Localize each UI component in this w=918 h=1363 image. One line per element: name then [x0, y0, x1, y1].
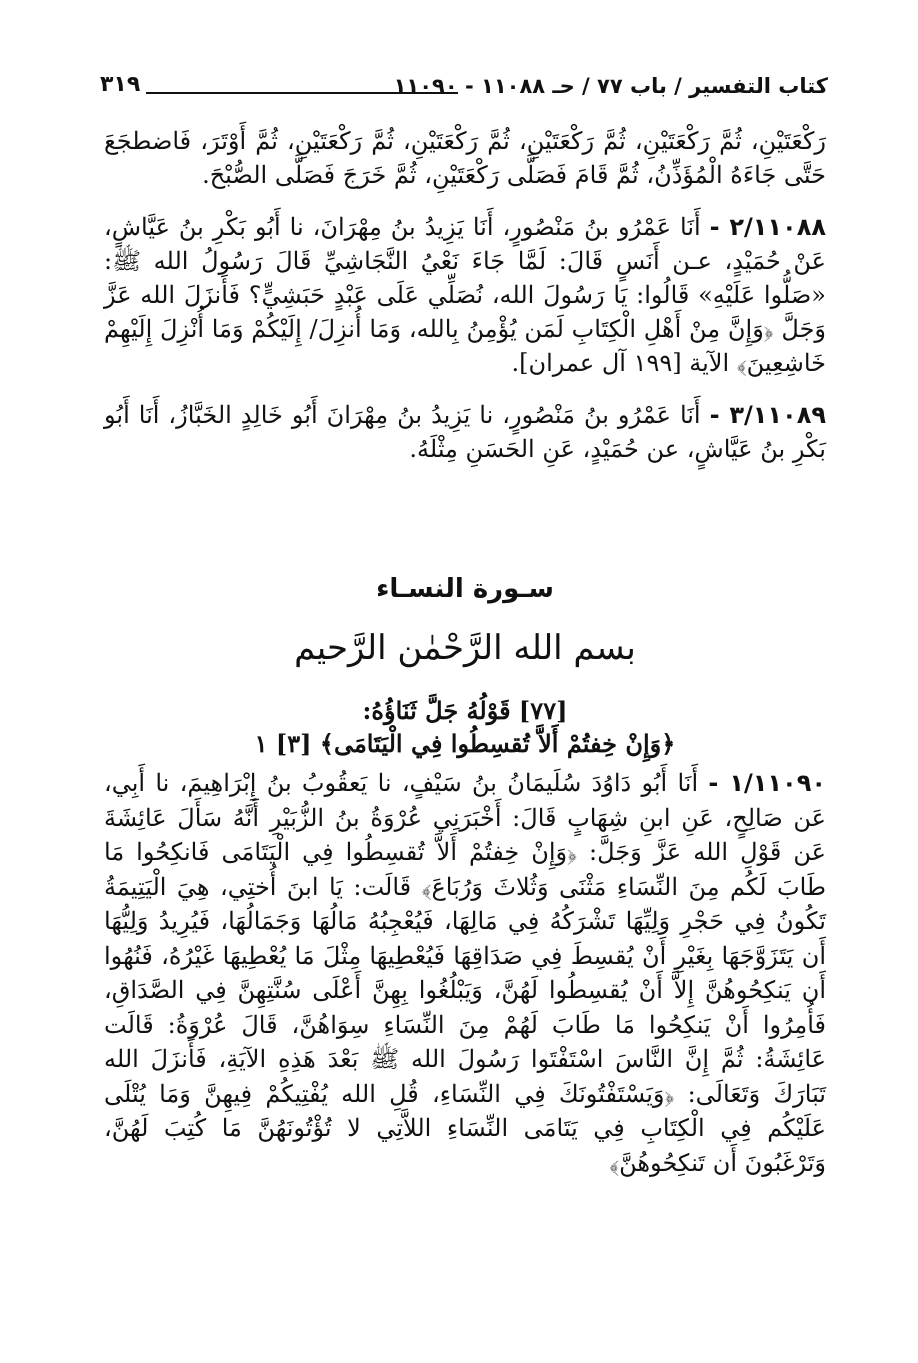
running-title: كتاب التفسير / باب ٧٧ / حـ ١١٠٨٨ - ١١٠٩٠ — [393, 74, 828, 98]
hadith-11090 — [104, 766, 826, 1180]
hadith-text: أَنَا عَمْرُو بنُ مَنْصُورٍ، نا يَزِيدُ بنُ مِهْرَانَ أَبُو خَالِدٍ الخَبَّازُ، أَنَا أَبُو بَكْرِ بنُ عَيَّاشٍ، عن حُمَيْدٍ، عَنِ الحَسَنِ مِثْلَهُ. — [104, 401, 826, 463]
verse-heading: ﴿وَإِنْ خِفتُمْ أَلاَّ تُقسِطُوا فِي الْيَتَامَى﴾ [٣] ١ — [254, 729, 676, 758]
hadith-text: أَنَا أَبُو دَاوُدَ سُلَيمَانُ بنُ سَيْفٍ، نا يَعقُوبُ بنُ إِبْرَاهِيمَ، نا أَبِي، عَن صَالِحٍ، عَنِ ابنِ شِهَابٍ قَالَ: أَخْبَرَنِي عُرْوَةُ بنُ الزُّبَيْرِ أَنَّهُ سَأَلَ عَائِشَةَ عَن قَوْلِ الله عَزَّ وَجَلَّ: ﴿وَإِنْ خِفتُمْ أَلاَّ تُقسِطُوا فِي الْيَتَامَى فَانكِحُوا مَا طَابَ لَكُم مِنَ النِّسَاءِ مَثْنَى وَثُلاثَ وَرُبَاعَ﴾ قَالَت: يَا ابنَ أُختِي، هِيَ الْيَتِيمَةُ تَكُونُ فِي حَجْرِ وَلِيِّهَا تَشْرَكُهُ فِي مَالِهَا، فَيُعْجِبُهُ مَالُهَا وَجَمَالُهَا، فَيُرِيدُ وَلِيُّهَا أَن يَتَزَوَّجَهَا بِغَيْرِ أَنْ يُقسِطَ فِي صَدَاقِهَا فَيُعْطِيهَا مِثْلَ مَا يُعْطِيهَا غَيْرُهُ، فَنُهُوا أَن يَنكِحُوهُنَّ إِلاَّ أَنْ يُقسِطُوا لَهُنَّ، وَيَبْلُغُوا بِهِنَّ أَعْلَى سُنَّتِهِنَّ فِي الصَّدَاقِ، فَأُمِرُوا أَنْ يَنكِحُوا مَا طَابَ لَهُمْ مِنَ النِّسَاءِ سِوَاهُنَّ، قَالَ عُرْوَةُ: قَالَت عَائِشَةُ: ثُمَّ إِنَّ النَّاسَ اسْتَفْتَوا رَسُولَ الله ﷺ بَعْدَ هَذِهِ الآيَةِ، فَأَنزَلَ الله تَبَارَكَ وَتَعَالَى: ﴿وَيَسْتَفْتُونَكَ فِي النِّسَاءِ، قُلِ الله يُفْتِيكُمْ فِيهِنَّ وَمَا يُتْلَى عَلَيْكُم فِي الْكِتَابِ فِي يَتَامَى النِّسَاءِ اللاَّتِي لا تُؤْتُونَهُنَّ مَا كُتِبَ لَهُنَّ، وَتَرْغَبُونَ أَن تَنكِحُوهُنَّ﴾ — [104, 769, 826, 1177]
page-header — [100, 64, 828, 104]
hadith-text: أَنَا عَمْرُو بنُ مَنْصُورٍ، أَنَا يَزِيدُ بنُ مِهْرَانَ، نا أَبُو بَكْرِ بنُ عَيَّاشٍ، عَنْ حُمَيْدٍ، عـن أَنَسٍ قَالَ: لَمَّا جَاءَ نَعْيُ النَّجَاشِيِّ قَالَ رَسُولُ الله ﷺ: «صَلُّوا عَلَيْهِ» قَالُوا: يَا رَسُولَ الله، نُصَلِّي عَلَى عَبْدٍ حَبَشِيٍّ؟ فَأَنزَلَ الله عَزَّ وَجَلَّ ﴿وَإِنَّ مِنْ أَهْلِ الْكِتَابِ لَمَن يُؤْمِنُ بِالله، وَمَا أُنزِلَ/ إِلَيْكُمْ وَمَا أُنْزِلَ إِلَيْهِمْ خَاشِعِينَ﴾ الآية [١٩٩ آل عمران]. — [104, 213, 827, 377]
basmala: بسم الله الرَّحْمٰن الرَّحيم — [294, 628, 636, 668]
hadith-11088 — [104, 210, 826, 380]
page-body — [104, 124, 826, 1180]
paragraph-continuation: رَكْعَتَيْنِ، ثُمَّ رَكْعَتَيْنِ، ثُمَّ رَكْعَتَيْنِ، ثُمَّ رَكْعَتَيْنِ، ثُمَّ رَكْعَتَيْنِ، ثُمَّ أَوْتَرَ، فَاضطجَعَ حَتَّى جَاءَهُ الْمُؤَذِّنُ، ثُمَّ قَامَ فَصَلَّى رَكْعَتَيْنِ، ثُمَّ خَرَجَ فَصَلَّى الصُّبْحَ. — [104, 127, 826, 189]
hadith-number: ٢/١١٠٨٨ - — [709, 213, 826, 241]
chapter-heading: [٧٧] قَوْلُهُ جَلَّ ثَنَاؤُهُ: — [362, 696, 568, 725]
surah-title: سـورة النسـاء — [376, 574, 554, 604]
hadith-11089 — [104, 398, 826, 466]
hadith-number: ١/١١٠٩٠ - — [708, 769, 826, 797]
page-number: ٣١٩ — [100, 72, 141, 97]
header-rule — [146, 92, 458, 94]
hadith-number: ٣/١١٠٨٩ - — [709, 401, 826, 429]
